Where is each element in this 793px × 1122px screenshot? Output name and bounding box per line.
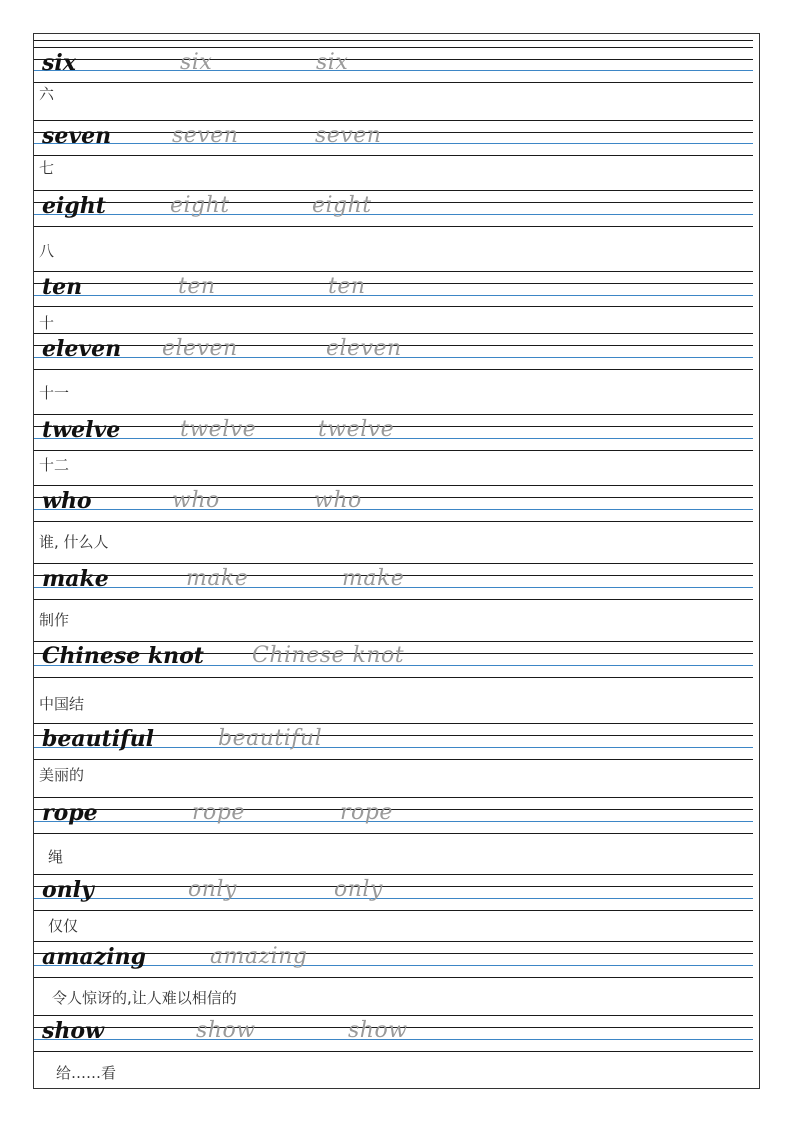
guide-line [34, 797, 753, 798]
chinese-meaning: 六 [39, 85, 55, 103]
guide-line [34, 190, 753, 191]
trace-word: twelve [180, 417, 257, 442]
guide-line [34, 414, 753, 415]
vocab-word: make [42, 566, 109, 592]
trace-word: make [342, 566, 405, 591]
trace-word: who [314, 488, 362, 513]
trace-word: who [172, 488, 220, 513]
guide-line [34, 369, 753, 370]
vocab-word: show [42, 1018, 104, 1044]
chinese-meaning: 绳 [48, 848, 64, 866]
guide-line [34, 563, 753, 564]
vocab-word: six [42, 50, 76, 76]
guide-line [34, 59, 753, 60]
chinese-meaning: 给……看 [56, 1064, 117, 1082]
guide-line [34, 497, 753, 498]
guide-line [34, 333, 753, 334]
chinese-meaning: 十二 [39, 456, 70, 474]
trace-word: eleven [326, 336, 402, 361]
trace-word: eight [170, 193, 230, 218]
guide-line [34, 1051, 753, 1052]
chinese-meaning: 美丽的 [39, 766, 85, 784]
guide-line [34, 941, 753, 942]
vocab-word: eight [42, 193, 106, 219]
guide-line [34, 677, 753, 678]
guide-line [34, 283, 753, 284]
vocab-word: seven [42, 123, 112, 149]
baseline [34, 509, 753, 510]
trace-word: eleven [162, 336, 238, 361]
guide-line [34, 40, 753, 41]
guide-line [34, 226, 753, 227]
trace-word: seven [172, 123, 239, 148]
guide-line [34, 450, 753, 451]
guide-line [34, 874, 753, 875]
trace-word: rope [340, 800, 393, 825]
vocab-word: Chinese knot [42, 643, 204, 669]
trace-word: six [316, 50, 349, 75]
trace-word: seven [315, 123, 382, 148]
guide-line [34, 599, 753, 600]
chinese-meaning: 谁, 什么人 [39, 533, 109, 551]
baseline [34, 214, 753, 215]
guide-line [34, 833, 753, 834]
baseline [34, 70, 753, 71]
vocab-word: twelve [42, 417, 121, 443]
guide-line [34, 759, 753, 760]
trace-word: Chinese knot [252, 643, 405, 668]
guide-line [34, 82, 753, 83]
trace-word: amazing [210, 944, 308, 969]
trace-word: ten [328, 274, 366, 299]
baseline [34, 821, 753, 822]
guide-line [34, 809, 753, 810]
guide-line [34, 641, 753, 642]
trace-word: rope [192, 800, 245, 825]
baseline [34, 898, 753, 899]
guide-line [34, 47, 753, 48]
trace-word: show [348, 1018, 408, 1043]
chinese-meaning: 制作 [39, 611, 70, 629]
guide-line [34, 1015, 753, 1016]
vocab-word: eleven [42, 336, 122, 362]
vocab-word: who [42, 488, 92, 514]
trace-word: six [180, 50, 213, 75]
guide-line [34, 202, 753, 203]
guide-line [34, 132, 753, 133]
chinese-meaning: 七 [39, 159, 55, 177]
trace-word: ten [178, 274, 216, 299]
trace-word: only [334, 877, 383, 902]
worksheet-page [33, 33, 760, 1089]
trace-word: twelve [318, 417, 395, 442]
trace-word: make [186, 566, 249, 591]
vocab-word: beautiful [42, 726, 154, 752]
trace-word: only [188, 877, 237, 902]
chinese-meaning: 令人惊讶的,让人难以相信的 [52, 989, 237, 1007]
chinese-meaning: 十一 [39, 384, 70, 402]
guide-line [34, 306, 753, 307]
chinese-meaning: 八 [39, 242, 55, 260]
guide-line [34, 271, 753, 272]
trace-word: eight [312, 193, 372, 218]
trace-word: beautiful [218, 726, 323, 751]
vocab-word: only [42, 877, 94, 903]
guide-line [34, 120, 753, 121]
guide-line [34, 977, 753, 978]
guide-line [34, 155, 753, 156]
chinese-meaning: 中国结 [39, 695, 85, 713]
baseline [34, 295, 753, 296]
trace-word: show [196, 1018, 256, 1043]
guide-line [34, 886, 753, 887]
guide-line [34, 723, 753, 724]
chinese-meaning: 十 [39, 314, 55, 332]
vocab-word: amazing [42, 944, 147, 970]
guide-line [34, 485, 753, 486]
vocab-word: ten [42, 274, 83, 300]
vocab-word: rope [42, 800, 98, 826]
guide-line [34, 910, 753, 911]
baseline [34, 143, 753, 144]
guide-line [34, 521, 753, 522]
chinese-meaning: 仅仅 [48, 917, 79, 935]
